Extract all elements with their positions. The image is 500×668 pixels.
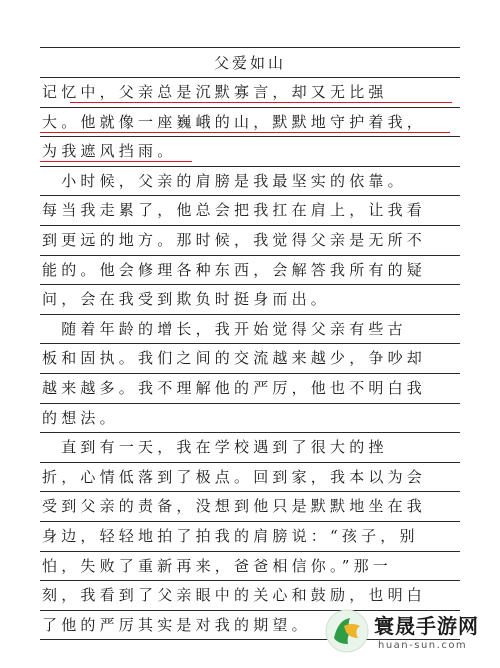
text-line: 了他的严厉其实是对我的期望。 [42, 615, 311, 634]
text-line: 刻，我看到了父亲眼中的关心和鼓励，也明白 [42, 586, 427, 605]
top-rule [40, 47, 460, 48]
red-underline [70, 102, 452, 103]
watermark-name: 寰晟手游网 [374, 614, 479, 638]
rule-line [40, 77, 460, 78]
red-underline [40, 132, 450, 133]
text-line: 直到有一天，我在学校遇到了很大的挫 [42, 438, 388, 457]
text-line: 每当我走累了，他总会把我扛在肩上，让我看 [42, 201, 427, 220]
text-line: 越来越多。我不理解他的严厉，他也不明白我 [42, 379, 427, 397]
site-watermark [324, 602, 494, 664]
rule-line [40, 166, 460, 167]
watermark-logo-icon [324, 608, 370, 654]
rule-line [40, 284, 460, 285]
text-line: 的想法。 [42, 408, 119, 427]
rule-line [40, 580, 460, 581]
text-line: 为我遮风挡雨。 [42, 142, 177, 161]
text-line: 随着年龄的增长，我开始觉得父亲有些古 [42, 319, 407, 338]
rule-line [40, 195, 460, 196]
rule-line [40, 314, 460, 315]
rule-line [40, 136, 460, 137]
text-line: 小时候，父亲的肩膀是我最坚实的依靠。 [42, 171, 407, 190]
text-line: 问，会在我受到欺负时挺身而出。 [42, 290, 331, 309]
rule-line [40, 343, 460, 344]
rule-line [40, 491, 460, 492]
rule-line [40, 521, 460, 522]
essay-title: 父爱如山 [213, 54, 286, 72]
rule-line [40, 551, 460, 552]
red-underline [40, 161, 192, 162]
rule-line [40, 432, 460, 433]
text-line: 折，心情低落到了极点。回到家，我本以为会 [42, 467, 427, 486]
text-line: 板和固执。我们之间的交流越来越少，争吵却 [42, 349, 427, 368]
text-line: 受到父亲的责备，没想到他只是默默地坐在我 [42, 497, 427, 516]
watermark-url: huan-sun.com [378, 640, 468, 651]
text-line: 能的。他会修理各种东西，会解答我所有的疑 [42, 260, 427, 279]
rule-line [40, 107, 460, 108]
rule-line [40, 403, 460, 404]
text-line: 身边，轻轻地拍了拍我的肩膀说：“孩子，别 [42, 527, 419, 545]
text-line: 怕，失败了重新再来，爸爸相信你。”那一 [42, 556, 392, 575]
rule-line [40, 255, 460, 256]
text-line: 记忆中，父亲总是沉默寡言，却又无比强 [42, 83, 388, 101]
text-line: 到更远的地方。那时候，我觉得父亲是无所不 [42, 231, 427, 249]
rule-line [40, 225, 460, 226]
rule-line [40, 462, 460, 463]
text-line: 大。他就像一座巍峨的山，默默地守护着我， [42, 112, 427, 131]
rule-line [40, 373, 460, 374]
